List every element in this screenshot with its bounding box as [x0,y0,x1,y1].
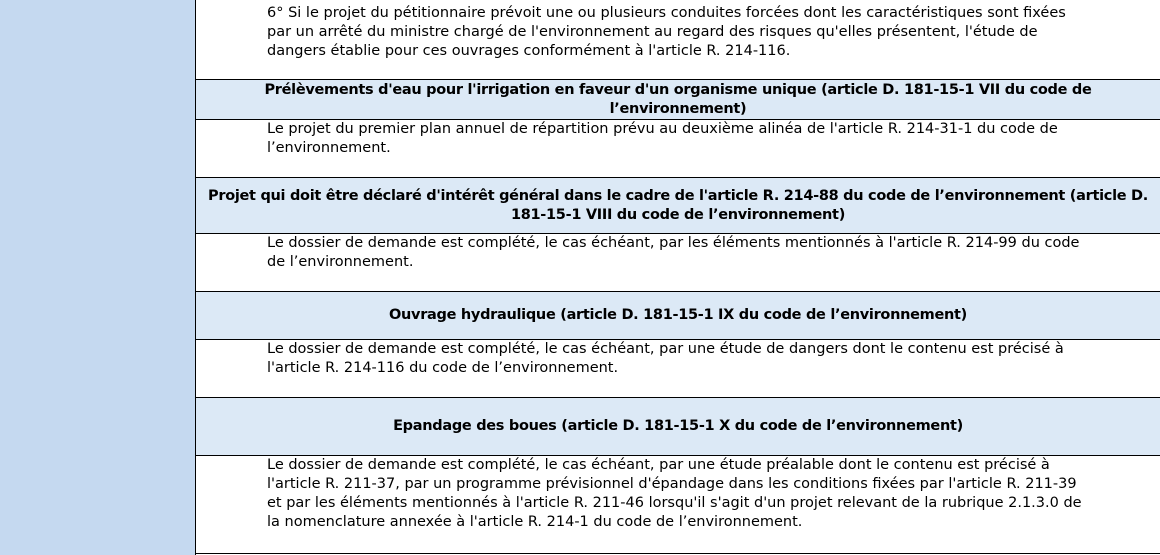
section-heading-row [196,292,1160,340]
paragraph-line: par un arrêté du ministre chargé de l'environnement au regard des risques qu'elles présentent, l'étude de [267,24,1038,40]
heading-line: 181-15-1 VIII du code de l’environnement) [510,206,846,223]
paragraph [267,4,1160,61]
paragraph-line: l’environnement. [267,140,391,156]
table-row [196,340,1160,398]
paragraph-line: et par les éléments mentionnés à l'article R. 211-46 lorsqu'il s'agit d'un projet relevant de la rubrique 2.1.3.0 de [267,495,1082,511]
paragraph [267,340,1160,378]
paragraph [267,234,1160,272]
left-column-cell [0,0,196,555]
section-heading-row [196,398,1160,456]
section-heading [264,81,1091,119]
paragraph-line: Le projet du premier plan annuel de répartition prévu au deuxième alinéa de l'article R. 214-31-1 du code de [267,121,1058,137]
table-row [196,0,1160,80]
paragraph-line: Le dossier de demande est complété, le cas échéant, par une étude préalable dont le contenu est précisé à [267,457,1050,473]
heading-line: l’environnement) [609,101,747,117]
paragraph-line: Le dossier de demande est complété, le cas échéant, par une étude de dangers dont le contenu est précisé à [267,341,1064,357]
paragraph-line: l'article R. 211-37, par un programme prévisionnel d'épandage dans les conditions fixées par l'article R. 211-39 [267,476,1077,492]
table-row [196,234,1160,292]
heading-line: Projet qui doit être déclaré d'intérêt général dans le cadre de l'article R. 214-88 du code de l’environnement (article D. [208,187,1148,204]
paragraph [267,120,1160,158]
table-row [196,456,1160,554]
heading-line: Prélèvements d'eau pour l'irrigation en faveur d'un organisme unique (article D. 181-15-1 VII du code de [264,82,1092,98]
paragraph-line: dangers établie pour ces ouvrages conformément à l'article R. 214-116. [267,43,791,59]
paragraph-line: Le dossier de demande est complété, le cas échéant, par les éléments mentionnés à l'article R. 214-99 du code [267,235,1080,251]
paragraph-line: l'article R. 214-116 du code de l’environnement. [267,360,619,376]
section-heading-row [196,178,1160,234]
section-heading [393,417,963,436]
heading-line: Ouvrage hydraulique (article D. 181-15-1 IX du code de l’environnement) [389,307,967,323]
paragraph-line: la nomenclature annexée à l'article R. 214-1 du code de l’environnement. [267,514,803,530]
table-row [196,120,1160,178]
heading-line: Epandage des boues (article D. 181-15-1 X du code de l’environnement) [393,418,963,434]
section-heading [208,187,1148,225]
section-heading [389,306,967,325]
section-heading-row [196,80,1160,120]
paragraph [267,456,1160,532]
content-column [196,0,1160,555]
paragraph-line: 6° Si le projet du pétitionnaire prévoit une ou plusieurs conduites forcées dont les caractéristiques sont fixées [267,5,1066,21]
paragraph-line: de l’environnement. [267,254,414,270]
